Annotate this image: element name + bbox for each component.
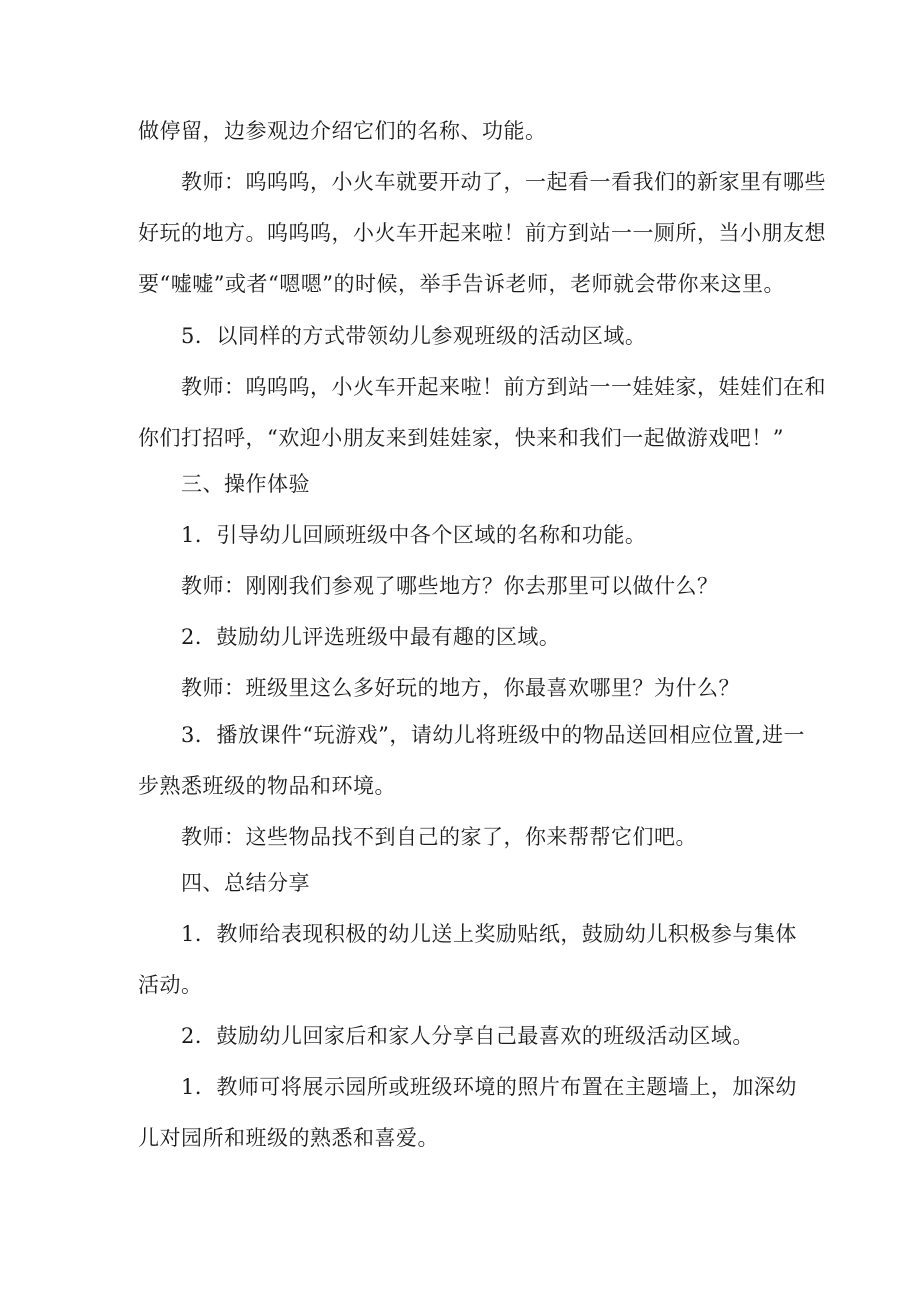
text-line: 教师：这些物品找不到自己的家了，你来帮帮它们吧。 [181, 825, 697, 849]
text-line: 要“嘘嘘”或者“嗯嗯”的时候，举手告诉老师，老师就会带你来这里。 [138, 272, 785, 296]
text-line: 做停留，边参观边介绍它们的名称、功能。 [138, 119, 547, 143]
text-line: 教师：呜呜呜，小火车开起来啦！前方到站一一娃娃家，娃娃们在和 [181, 375, 826, 399]
numbered-step: 2．鼓励幼儿评选班级中最有趣的区域。 [181, 625, 561, 649]
text-line: 步熟悉班级的物品和环境。 [138, 774, 396, 798]
text-line: 好玩的地方。呜呜呜，小火车开起来啦！前方到站一一厕所，当小朋友想 [138, 221, 826, 245]
text-line: 活动。 [138, 973, 203, 997]
section-heading: 四、总结分享 [181, 871, 310, 895]
numbered-step: 1．引导幼儿回顾班级中各个区域的名称和功能。 [181, 523, 647, 547]
text-line: 儿对园所和班级的熟悉和喜爱。 [138, 1126, 439, 1150]
numbered-step: 5．以同样的方式带领幼儿参观班级的活动区域。 [181, 324, 647, 348]
text-line: 教师：刚刚我们参观了哪些地方？你去那里可以做什么？ [181, 574, 719, 598]
numbered-step: 3．播放课件“玩游戏”，请幼儿将班级中的物品送回相应位置,进一 [181, 723, 806, 747]
numbered-step: 1．教师可将展示园所或班级环境的照片布置在主题墙上，加深幼 [181, 1075, 797, 1099]
text-line: 教师：班级里这么多好玩的地方，你最喜欢哪里？为什么？ [181, 676, 740, 700]
text-line: 你们打招呼，“欢迎小朋友来到娃娃家，快来和我们一起做游戏吧！” [138, 426, 784, 450]
numbered-step: 1．教师给表现积极的幼儿送上奖励贴纸，鼓励幼儿积极参与集体 [181, 922, 797, 946]
section-heading: 三、操作体验 [181, 472, 310, 496]
text-line: 教师：呜呜呜，小火车就要开动了，一起看一看我们的新家里有哪些 [181, 170, 826, 194]
numbered-step: 2．鼓励幼儿回家后和家人分享自己最喜欢的班级活动区域。 [181, 1024, 754, 1048]
